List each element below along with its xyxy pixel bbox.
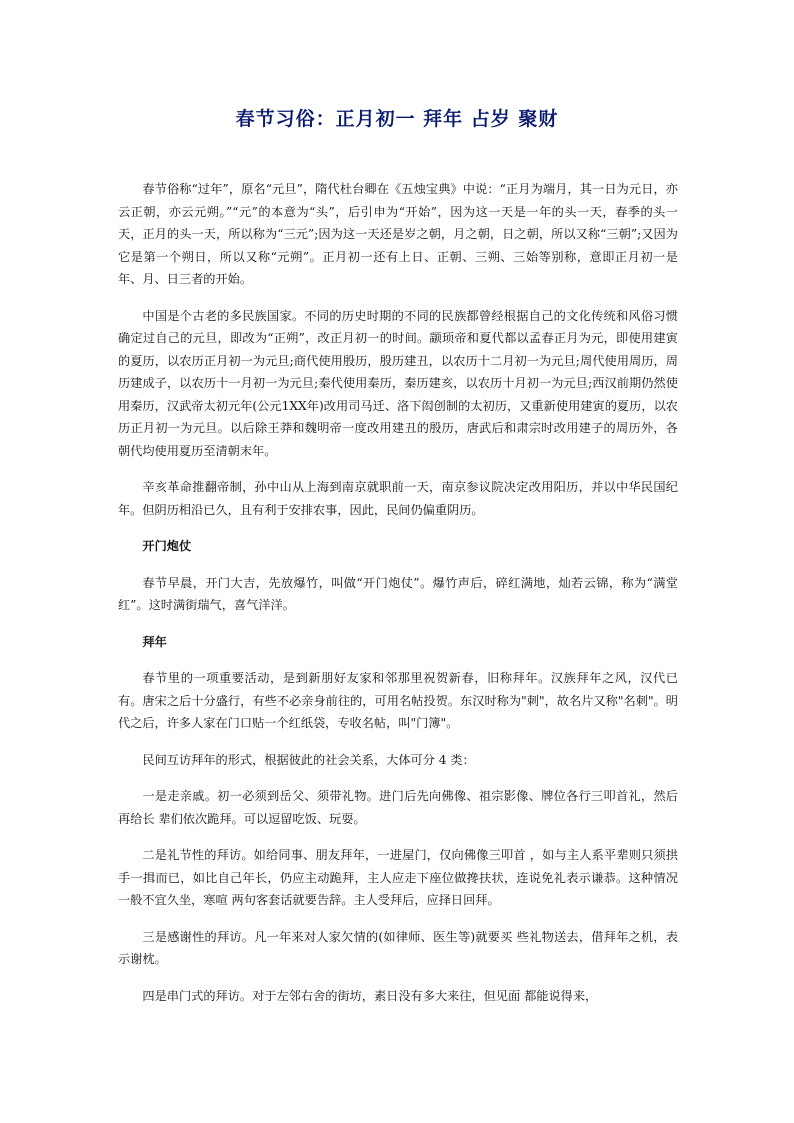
paragraph-firecrackers: 春节早晨，开门大吉，先放爆竹，叫做“开门炮仗”。爆竹声后，碎红满地，灿若云锦，称为“满堂红”。这时满街瑞气，喜气洋洋。 bbox=[118, 575, 678, 612]
paragraph-visit-type-4: 四是串门式的拜访。对于左邻右舍的街坊，素日没有多大来往，但见面 都能说得来， bbox=[142, 988, 598, 1003]
paragraph-visit-intro: 春节里的一项重要活动，是到新朋好友家和邻那里祝贺新春，旧称拜年。汉族拜年之风，汉代已有。唐宋之后十分盛行，有些不必亲身前往的，可用名帖投贺。东汉时称为"刺"，故名片又称"名刺"。明代之后，许多人家在门口贴一个红纸袋，专收名帖，叫"门簿"。 bbox=[118, 671, 678, 730]
section-heading-firecrackers: 开门炮仗 bbox=[142, 539, 192, 553]
paragraph-visit-type-2: 二是礼节性的拜访。如给同事、朋友拜年，一进屋门，仅向佛像三叩首 ，如与主人系平辈则只须拱手一揖而已，如比自己年长，仍应主动跪拜，主人应走下座位做搀扶状，连说免礼表示谦恭。这种情况一般不宜久坐，寒喧 两句客套话就要告辞。主人受拜后，应择日回拜。 bbox=[118, 848, 678, 907]
section-heading-new-year-visit: 拜年 bbox=[142, 634, 167, 649]
document-title: 春节习俗：正月初一 拜年 占岁 聚财 bbox=[235, 108, 559, 130]
paragraph-visit-type-1: 一是走亲戚。初一必须到岳父、须带礼物。进门后先向佛像、祖宗影像、牌位各行三叩首礼，然后再给长 辈们依次跪拜。可以逗留吃饭、玩耍。 bbox=[118, 789, 678, 826]
paragraph-visit-types: 民间互访拜年的形式，根据彼此的社会关系，大体可分 4 类： bbox=[142, 752, 475, 767]
paragraph-history: 中国是个古老的多民族国家。不同的历史时期的不同的民族都曾经根据自己的文化传统和风俗习惯确定过自己的元旦，即改为“正朔”，改正月初一的时间。颛顼帝和夏代都以孟春正月为元，即使用建寅的夏历，以农历正月初一为元旦;商代使用殷历，殷历建丑，以农历十二月初一为元旦;周代使用周历，周历建成子，以农历十一月初一为元旦;秦代使用秦历，秦历建亥，以农历十月初一为元旦;西汉前期仍然使用秦历，汉武帝太初元年(公元1XX年)改用司马迁、洛下闳创制的太初历，又重新使用建寅的夏历，以农历正月初一为元旦。以后除王莽和魏明帝一度改用建丑的殷历，唐武后和肃宗时改用建子的周历外，各朝代均使用夏历至清朝末年。 bbox=[118, 308, 678, 458]
document-body bbox=[118, 178, 678, 1021]
paragraph-visit-type-3: 三是感谢性的拜访。凡一年来对人家欠情的(如律师、医生等)就要买 些礼物送去，借拜年之机，表示谢枕。 bbox=[118, 929, 678, 966]
paragraph-intro: 春节俗称“过年”，原名“元旦”，隋代杜台卿在《五烛宝典》中说：“正月为端月，其一日为元日，亦云正朝，亦云元朔。”“元”的本意为“头”，后引申为“开始”，因为这一天是一年的头一天，春季的头一天，正月的头一天，所以称为“三元”;因为这一天还是岁之朝，月之朝，日之朝，所以又称“三朝”;又因为它是第一个朔日，所以又称“元朔”。正月初一还有上日、正朝、三朔、三始等别称，意即正月初一是年、月、日三者的开始。 bbox=[118, 182, 678, 286]
paragraph-revolution: 辛亥革命推翻帝制，孙中山从上海到南京就职前一天，南京参议院决定改用阳历，并以中华民国纪年。但阴历相沿已久，且有利于安排农事，因此，民间仍偏重阴历。 bbox=[118, 480, 678, 517]
